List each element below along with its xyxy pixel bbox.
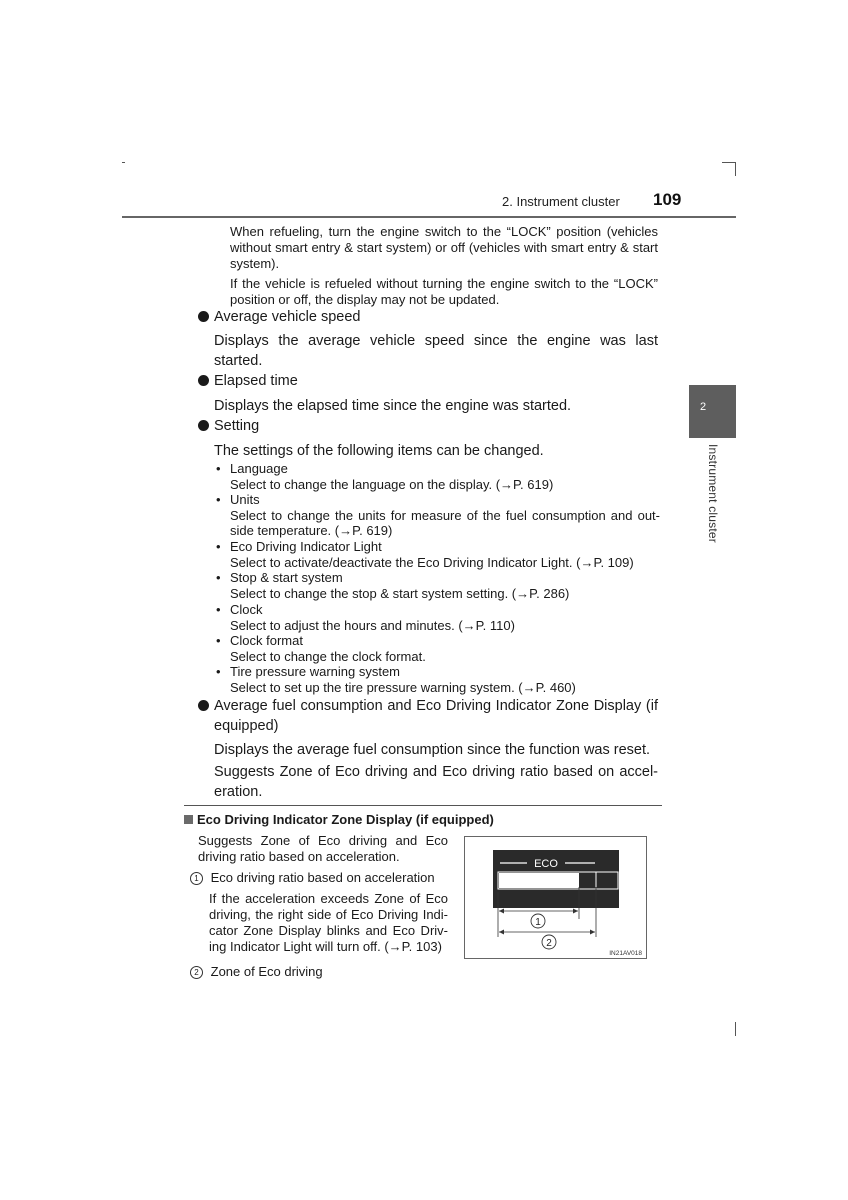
bullet-dot (198, 311, 209, 322)
callout-2-icon: 2 (190, 966, 203, 979)
note-refueling: When refueling, turn the engine switch to the “LOCK” position (vehicles without smart entry & start system) or off (vehicles with smart entry & start system). (230, 224, 658, 271)
bullet-dot (198, 700, 209, 711)
elapsed-desc: Displays the elapsed time since the engine was started. (214, 398, 572, 414)
eco-section-title: Eco Driving Indicator Zone Display (if equipped) (197, 812, 494, 827)
crop-mark-bottom-right (735, 1022, 736, 1036)
avg-fuel-title: Average fuel consumption and Eco Driving Indicator Zone Display (if equipped) (214, 698, 658, 734)
crop-mark-top-right-v (735, 162, 736, 176)
eco-item1-title: Eco driving ratio based on acceleration (210, 870, 435, 885)
setting-item-name: Language (230, 461, 288, 476)
setting-item-eco-light: • Eco Driving Indicator Light Select to activate/deactivate the Eco Driving Indicator Light. (→P. 109) (230, 539, 660, 570)
ratio-fill-bar (499, 873, 579, 888)
setting-item-clock: • Clock Select to adjust the hours and minutes. (→P. 110) (230, 602, 660, 633)
setting-item-name: Tire pressure warning system (230, 664, 401, 679)
setting-item-language: • Language Select to change the language on the display. (→P. 619) (230, 461, 660, 492)
bullet-avg-speed (198, 308, 360, 328)
bullet-setting (198, 417, 259, 437)
setting-item-tire-pressure: • Tire pressure warning system Select to set up the tire pressure warning system. (→P. 460) (230, 664, 660, 695)
callout-1-label: 1 (535, 917, 541, 928)
setting-item-text: Select to change the clock format. (230, 648, 426, 664)
setting-item-stop-start: • Stop & start system Select to change the stop & start system setting. (→P. 286) (230, 570, 660, 601)
setting-item-text: Select to change the stop & start system setting. (→P. 286) (230, 585, 570, 601)
setting-item-units: • Units Select to change the units for measure of the fuel consumption and out-side temperature. (→P. 619) (216, 492, 660, 539)
section-square-icon (184, 815, 193, 824)
eco-suggest-desc: Suggests Zone of Eco driving and Eco driving ratio based on accel-eration. (214, 764, 658, 800)
setting-item-text: Select to set up the tire pressure warning system. (→P. 460) (230, 679, 576, 695)
setting-item-text: Select to change the units for measure of the fuel consumption and out-side temperature. (→P. 619) (230, 507, 660, 539)
setting-item-text: Select to adjust the hours and minutes. (→P. 110) (230, 617, 515, 633)
note-display-update: If the vehicle is refueled without turning the engine switch to the “LOCK” position or off, the display may not be updated. (230, 276, 658, 307)
eco-item2-title: Zone of Eco driving (210, 964, 323, 979)
setting-title: Setting (214, 418, 260, 434)
page-number: 109 (653, 190, 682, 209)
setting-item-clock-format: • Clock format Select to change the clock format. (230, 633, 660, 664)
callout-1-icon: 1 (190, 872, 203, 885)
setting-item-name: Units (230, 492, 260, 507)
bullet-avg-fuel (198, 697, 658, 736)
header-divider (122, 216, 736, 218)
section-divider (184, 805, 662, 806)
figure-code: IN21AV018 (609, 950, 642, 957)
eco-section-heading (184, 812, 494, 827)
eco-display-label: ECO (534, 858, 558, 870)
setting-item-text: Select to change the language on the display. (→P. 619) (230, 476, 554, 492)
elapsed-title: Elapsed time (214, 373, 298, 389)
setting-item-name: Clock format (230, 633, 303, 648)
eco-item1 (190, 870, 450, 886)
chapter-label: Instrument cluster (706, 444, 720, 543)
section-title: 2. Instrument cluster (502, 194, 620, 209)
callout-2-label: 2 (546, 938, 552, 949)
eco-zone-diagram (465, 837, 646, 958)
avg-speed-desc: Displays the average vehicle speed since the engine was last started. (214, 333, 658, 369)
eco-item1-desc: If the acceleration exceeds Zone of Eco driving, the right side of Eco Driving Indi-cator Zone Display blinks and Eco Driv-ing Indicator Light will turn off. (→P. 103) (209, 891, 448, 954)
setting-item-name: Stop & start system (230, 570, 343, 585)
bullet-dot (198, 375, 209, 386)
avg-speed-title: Average vehicle speed (214, 309, 361, 325)
crop-mark-top-left (122, 162, 125, 163)
eco-zone-figure (464, 836, 647, 959)
setting-desc: The settings of the following items can be changed. (214, 443, 544, 459)
setting-item-name: Clock (230, 602, 263, 617)
avg-fuel-desc: Displays the average fuel consumption since the function was reset. (214, 742, 651, 758)
crop-mark-top-right-h (722, 162, 736, 163)
chapter-tab (689, 385, 736, 438)
chapter-number: 2 (700, 401, 707, 413)
eco-intro: Suggests Zone of Eco driving and Eco driving ratio based on acceleration. (198, 833, 448, 864)
eco-item2 (190, 964, 450, 980)
setting-item-name: Eco Driving Indicator Light (230, 539, 382, 554)
setting-item-text: Select to activate/deactivate the Eco Driving Indicator Light. (→P. 109) (230, 554, 634, 570)
bullet-elapsed (198, 372, 298, 392)
bullet-dot (198, 420, 209, 431)
